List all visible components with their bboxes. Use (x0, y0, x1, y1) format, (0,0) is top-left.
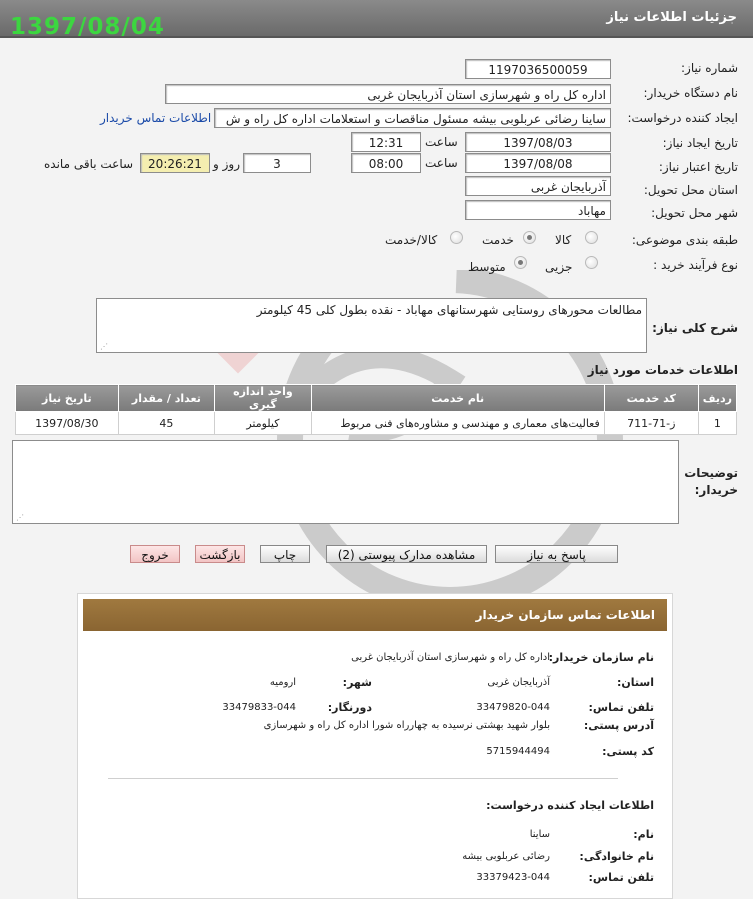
reply-button[interactable]: پاسخ به نیاز (495, 545, 618, 563)
col-unit: واحد اندازه گیری (215, 385, 312, 412)
remaining-time-label: ساعت باقی مانده (44, 157, 134, 171)
resize-grip-icon[interactable]: ⋰ (16, 513, 24, 522)
city-field[interactable]: مهاباد (465, 200, 611, 220)
creator-field[interactable]: ساینا رضائی عربلوبی بیشه مسئول مناقصات و استعلامات اداره کل راه و ش (214, 108, 611, 128)
remaining-days-label: روز و (213, 157, 240, 171)
contact-org-value: اداره کل راه و شهرسازی استان آذربایجان غربی (351, 652, 550, 663)
cell-name: فعالیت‌های معماری و مهندسی و مشاوره‌های فنی مربوط (311, 412, 604, 435)
contact-phone-value: 33479820-044 (476, 702, 550, 713)
contact-address-label: آدرس پستی: (583, 719, 654, 732)
date-stamp: 1397/08/04 (10, 14, 165, 40)
need-number-label: شماره نیاز: (681, 61, 738, 75)
creator-name-value: ساینا (529, 829, 550, 840)
contact-fax-value: 33479833-044 (222, 702, 296, 713)
buyer-notes-label-2: خریدار: (694, 483, 738, 497)
category-service-label: خدمت (482, 233, 514, 247)
creator-phone-value: 33379423-044 (476, 872, 550, 883)
contact-postal-value: 5715944494 (486, 746, 550, 757)
attachments-button[interactable]: مشاهده مدارک پیوستی (2) (326, 545, 487, 563)
purchase-medium-label: متوسط (468, 260, 506, 274)
contact-city-value: ارومیه (269, 677, 296, 688)
province-label: استان محل تحویل: (643, 183, 738, 197)
purchase-medium-radio[interactable] (514, 256, 527, 269)
cell-unit: کیلومتر (215, 412, 312, 435)
need-number-field[interactable]: 1197036500059 (465, 59, 611, 79)
back-button[interactable]: بازگشت (195, 545, 245, 563)
exit-button[interactable]: خروج (130, 545, 180, 563)
buyer-org-label: نام دستگاه خریدار: (643, 86, 738, 100)
category-label: طبقه بندی موضوعی: (631, 233, 738, 247)
buyer-contact-link[interactable]: اطلاعات تماس خریدار (100, 111, 212, 125)
cell-date: 1397/08/30 (16, 412, 119, 435)
remaining-time-field[interactable]: 20:26:21 (140, 153, 210, 173)
validity-time-label: ساعت (425, 156, 458, 170)
created-time-label: ساعت (425, 135, 458, 149)
contact-postal-label: کد پستی: (602, 745, 654, 758)
contact-province-value: آذربایجان غربی (487, 677, 550, 688)
cell-code: ز-71-711 (604, 412, 698, 435)
col-code: کد خدمت (604, 385, 698, 412)
buyer-notes-textarea[interactable] (12, 440, 679, 524)
creator-info-title: اطلاعات ایجاد کننده درخواست: (486, 799, 654, 812)
validity-date-field[interactable]: 1397/08/08 (465, 153, 611, 173)
print-button[interactable]: چاپ (260, 545, 310, 563)
page-title: جزئیات اطلاعات نیاز (606, 10, 737, 25)
contact-city-label: شهر: (342, 676, 372, 689)
contact-fax-label: دورنگار: (327, 701, 372, 714)
summary-text: مطالعات محورهای روستایی شهرستانهای مهاباد - نقده بطول کلی 45 کیلومتر (256, 303, 642, 317)
col-row: ردیف (698, 385, 736, 412)
contact-panel-title: اطلاعات تماس سازمان خریدار (475, 608, 655, 622)
creator-family-value: رضائی عربلوبی بیشه (462, 851, 550, 862)
cell-row: 1 (698, 412, 736, 435)
category-both-radio[interactable] (450, 231, 463, 244)
summary-label: شرح کلی نیاز: (652, 321, 738, 335)
creator-family-label: نام خانوادگی: (579, 850, 654, 863)
col-qty: تعداد / مقدار (118, 385, 214, 412)
creator-label: ایجاد کننده درخواست: (627, 111, 738, 125)
category-service-radio[interactable] (523, 231, 536, 244)
services-title: اطلاعات خدمات مورد نیاز (587, 363, 738, 377)
creator-name-label: نام: (633, 828, 654, 841)
buyer-notes-label-1: توضیحات (684, 466, 738, 480)
remaining-days-field[interactable]: 3 (243, 153, 311, 173)
purchase-type-label: نوع فرآیند خرید : (653, 258, 738, 272)
created-time-field[interactable]: 12:31 (351, 132, 421, 152)
resize-grip-icon[interactable]: ⋰ (100, 342, 108, 351)
category-both-label: کالا/خدمت (385, 233, 438, 247)
province-field[interactable]: آذربایجان غربی (465, 176, 611, 196)
summary-textarea[interactable] (96, 298, 647, 353)
purchase-minor-radio[interactable] (585, 256, 598, 269)
table-row[interactable] (16, 412, 737, 435)
contact-address-value: بلوار شهید بهشتی نرسیده به چهارراه شورا اداره کل راه و شهرسازی (263, 720, 550, 731)
col-name: نام خدمت (311, 385, 604, 412)
contact-province-label: استان: (617, 676, 654, 689)
category-goods-radio[interactable] (585, 231, 598, 244)
validity-date-label: تاریخ اعتبار نیاز: (658, 160, 738, 174)
services-table (15, 384, 737, 435)
buyer-contact-panel (77, 593, 673, 899)
city-label: شهر محل تحویل: (651, 206, 738, 220)
category-goods-label: کالا (555, 233, 572, 247)
purchase-minor-label: جزیی (545, 260, 573, 274)
buyer-org-field[interactable]: اداره کل راه و شهرسازی استان آذربایجان غربی (165, 84, 611, 104)
created-date-field[interactable]: 1397/08/03 (465, 132, 611, 152)
creator-phone-label: تلفن تماس: (588, 871, 654, 884)
contact-phone-label: تلفن تماس: (588, 701, 654, 714)
validity-time-field[interactable]: 08:00 (351, 153, 421, 173)
contact-org-label: نام سازمان خریدار: (548, 651, 654, 664)
col-date: تاریخ نیاز (16, 385, 119, 412)
services-header-row (16, 385, 737, 412)
contact-panel-header (83, 599, 667, 631)
created-date-label: تاریخ ایجاد نیاز: (662, 136, 738, 150)
contact-divider (108, 778, 618, 779)
cell-qty: 45 (118, 412, 214, 435)
